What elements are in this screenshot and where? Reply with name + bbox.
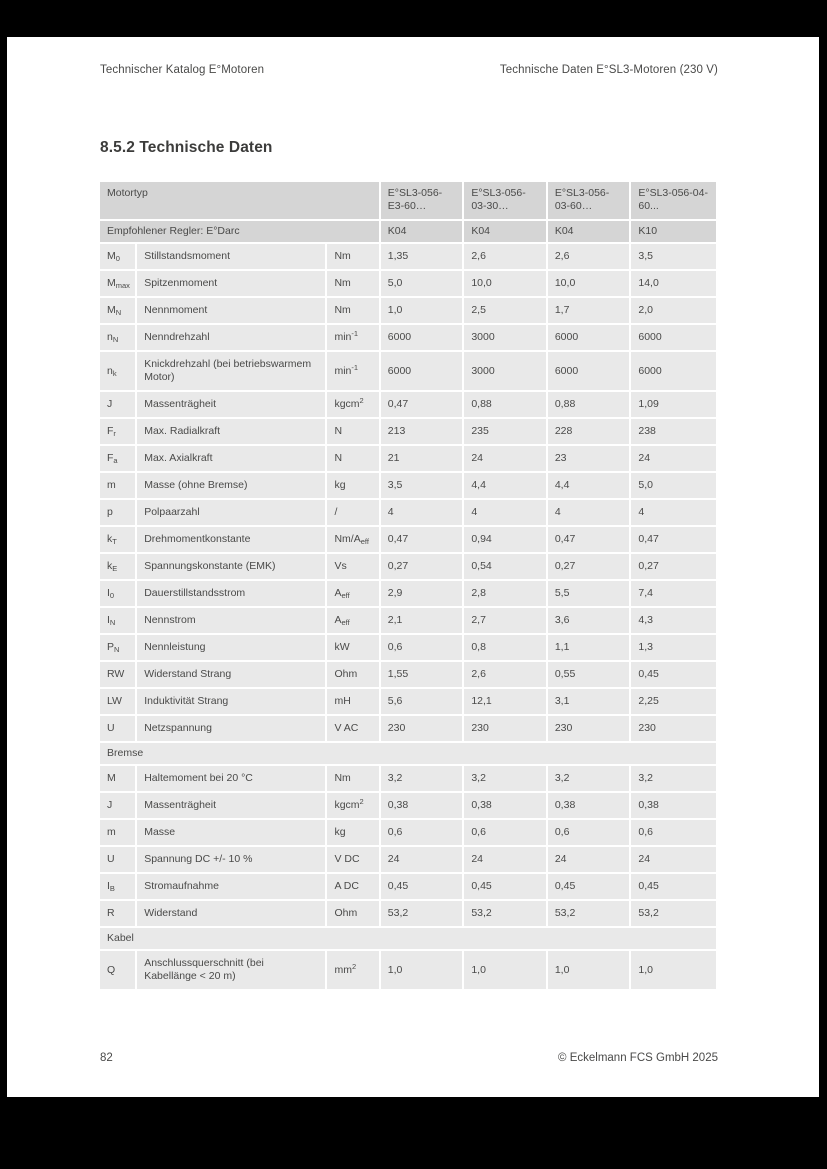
value-cell: 235 [464,419,546,444]
value-cell: 1,1 [548,635,630,660]
value-cell: 6000 [548,352,630,390]
table-row [100,874,716,899]
value-cell: 53,2 [548,901,630,926]
recommended-controller-row [100,221,716,242]
value-cell: 53,2 [464,901,546,926]
value-cell: 2,0 [631,298,716,323]
value-cell: 0,27 [631,554,716,579]
unit-cell: $A_{eff}$ [327,581,378,606]
description-cell: Widerstand Strang [137,662,325,687]
unit-cell: $mm^2$ [327,951,378,989]
document-page [7,37,819,1097]
symbol-cell: m [100,820,135,845]
value-cell: 1,0 [464,951,546,989]
unit-cell: $Nm/A_{eff}$ [327,527,378,552]
value-cell: 2,5 [464,298,546,323]
value-cell: 230 [464,716,546,741]
table-row [100,325,716,350]
description-cell: Netzspannung [137,716,325,741]
table-row [100,419,716,444]
value-cell: 6000 [631,352,716,390]
value-cell: 1,55 [381,662,463,687]
value-cell: 4,4 [548,473,630,498]
value-cell: 0,55 [548,662,630,687]
value-cell: 4 [464,500,546,525]
value-cell: 230 [631,716,716,741]
value-cell: 0,45 [548,874,630,899]
value-cell: 2,6 [464,662,546,687]
symbol-cell: $I_B$ [100,874,135,899]
value-cell: 23 [548,446,630,471]
section-row [100,743,716,764]
table-row [100,244,716,269]
description-cell: Masse (ohne Bremse) [137,473,325,498]
unit-cell: Nm [327,766,378,791]
unit-cell: Ohm [327,901,378,926]
value-cell: 3,1 [548,689,630,714]
symbol-cell: U [100,847,135,872]
value-cell: 1,7 [548,298,630,323]
value-cell: 12,1 [464,689,546,714]
value-cell: 0,8 [464,635,546,660]
table-row [100,847,716,872]
value-cell: 21 [381,446,463,471]
symbol-cell: $k_E$ [100,554,135,579]
unit-cell: Nm [327,271,378,296]
symbol-cell: $F_r$ [100,419,135,444]
table-row [100,581,716,606]
page-number: 82 [100,1052,113,1064]
table-row [100,554,716,579]
value-cell: 5,6 [381,689,463,714]
value-cell: 230 [548,716,630,741]
value-cell: 3,2 [631,766,716,791]
table-row [100,716,716,741]
table-row [100,271,716,296]
symbol-cell: $n_k$ [100,352,135,390]
table-header-row [100,182,716,219]
symbol-cell: p [100,500,135,525]
symbol-cell: Q [100,951,135,989]
section-row [100,928,716,949]
table-row [100,352,716,390]
value-cell: 6000 [548,325,630,350]
table-row [100,951,716,989]
section-label: Kabel [100,928,716,949]
value-cell: 24 [548,847,630,872]
symbol-cell: $M_{max}$ [100,271,135,296]
value-cell: 0,38 [464,793,546,818]
value-cell: 0,45 [464,874,546,899]
value-cell: 4,4 [464,473,546,498]
value-cell: 1,35 [381,244,463,269]
symbol-cell: RW [100,662,135,687]
symbol-cell: J [100,392,135,417]
value-cell: 4,3 [631,608,716,633]
description-cell: Max. Axialkraft [137,446,325,471]
value-cell: 6000 [631,325,716,350]
value-cell: 24 [631,847,716,872]
unit-cell: Nm [327,298,378,323]
description-cell: Spitzenmoment [137,271,325,296]
unit-cell: kgcm$^2$ [327,793,378,818]
value-cell: 228 [548,419,630,444]
running-header-left: Technischer Katalog E°Motoren [100,64,265,76]
value-cell: 230 [381,716,463,741]
value-cell: 3,5 [631,244,716,269]
description-cell: Spannungskonstante (EMK) [137,554,325,579]
value-cell: 0,88 [548,392,630,417]
unit-cell: V DC [327,847,378,872]
symbol-cell: U [100,716,135,741]
value-cell: 238 [631,419,716,444]
table-row [100,500,716,525]
description-cell: Anschlussquerschnitt (bei Kabellänge < 20 m) [137,951,325,989]
description-cell: Nenndrehzahl [137,325,325,350]
description-cell: Massenträgheit [137,793,325,818]
value-cell: 3,5 [381,473,463,498]
description-cell: Spannung DC +/- 10 % [137,847,325,872]
table-row [100,527,716,552]
symbol-cell: R [100,901,135,926]
description-cell: Drehmomentkonstante [137,527,325,552]
description-cell: Nennleistung [137,635,325,660]
table-row [100,446,716,471]
symbol-cell: M [100,766,135,791]
unit-cell: kg [327,820,378,845]
value-cell: 0,45 [381,874,463,899]
section-title: 8.5.2 Technische Daten [100,139,273,156]
value-cell: 3000 [464,352,546,390]
value-cell: 0,6 [381,635,463,660]
column-header-motortyp: Motortyp [100,182,379,219]
unit-cell: Nm [327,244,378,269]
section-label: Bremse [100,743,716,764]
table-row [100,298,716,323]
table-row [100,662,716,687]
column-header-model: E°SL3-056-E3-60… [381,182,463,219]
value-cell: 24 [381,847,463,872]
value-cell: 4 [631,500,716,525]
column-header-model: E°SL3-056-03-60… [548,182,630,219]
value-cell: 0,38 [631,793,716,818]
value-cell: 4 [381,500,463,525]
running-header-right: Technische Daten E°SL3-Motoren (230 V) [499,64,718,76]
value-cell: 5,0 [631,473,716,498]
value-cell: 2,7 [464,608,546,633]
recommended-controller-value: K04 [381,221,463,242]
value-cell: 5,5 [548,581,630,606]
description-cell: Max. Radialkraft [137,419,325,444]
copyright-text: © Eckelmann FCS GmbH 2025 [558,1052,718,1064]
description-cell: Induktivität Strang [137,689,325,714]
column-header-model: E°SL3-056-04-60... [631,182,716,219]
value-cell: 1,3 [631,635,716,660]
value-cell: 0,6 [464,820,546,845]
value-cell: 6000 [381,325,463,350]
unit-cell: kg [327,473,378,498]
running-header [100,64,718,76]
description-cell: Stillstandsmoment [137,244,325,269]
value-cell: 1,09 [631,392,716,417]
symbol-cell: $M_0$ [100,244,135,269]
description-cell: Knickdrehzahl (bei betriebswarmem Motor) [137,352,325,390]
unit-cell: $\min^{-1}$ [327,325,378,350]
symbol-cell: $k_T$ [100,527,135,552]
value-cell: 2,25 [631,689,716,714]
unit-cell: kW [327,635,378,660]
value-cell: 14,0 [631,271,716,296]
description-cell: Masse [137,820,325,845]
symbol-cell: $F_a$ [100,446,135,471]
value-cell: 0,45 [631,662,716,687]
value-cell: 7,4 [631,581,716,606]
value-cell: 0,94 [464,527,546,552]
table-row [100,473,716,498]
unit-cell: $\min^{-1}$ [327,352,378,390]
value-cell: 53,2 [381,901,463,926]
description-cell: Polpaarzahl [137,500,325,525]
value-cell: 0,45 [631,874,716,899]
table-row [100,635,716,660]
value-cell: 24 [631,446,716,471]
value-cell: 0,6 [381,820,463,845]
recommended-controller-value: K04 [464,221,546,242]
value-cell: 3,2 [464,766,546,791]
table-row [100,901,716,926]
tech-data-table-body [100,182,716,989]
description-cell: Stromaufnahme [137,874,325,899]
unit-cell: kgcm$^2$ [327,392,378,417]
unit-cell: N [327,446,378,471]
table-row [100,793,716,818]
value-cell: 0,47 [631,527,716,552]
value-cell: 2,1 [381,608,463,633]
value-cell: 0,47 [381,392,463,417]
unit-cell: mH [327,689,378,714]
value-cell: 10,0 [464,271,546,296]
value-cell: 0,38 [548,793,630,818]
value-cell: 0,6 [631,820,716,845]
table-row [100,608,716,633]
page-footer [100,1052,718,1064]
description-cell: Widerstand [137,901,325,926]
symbol-cell: $n_N$ [100,325,135,350]
value-cell: 53,2 [631,901,716,926]
unit-cell: Vs [327,554,378,579]
symbol-cell: $M_N$ [100,298,135,323]
unit-cell: V AC [327,716,378,741]
recommended-controller-label: Empfohlener Regler: E°Darc [100,221,379,242]
value-cell: 0,27 [381,554,463,579]
value-cell: 3,2 [381,766,463,791]
value-cell: 0,38 [381,793,463,818]
symbol-cell: $I_0$ [100,581,135,606]
value-cell: 4 [548,500,630,525]
table-row [100,820,716,845]
value-cell: 2,8 [464,581,546,606]
unit-cell: Ohm [327,662,378,687]
value-cell: 0,54 [464,554,546,579]
value-cell: 2,6 [464,244,546,269]
value-cell: 10,0 [548,271,630,296]
value-cell: 0,47 [381,527,463,552]
description-cell: Massenträgheit [137,392,325,417]
tech-data-table [98,180,718,991]
value-cell: 2,6 [548,244,630,269]
value-cell: 5,0 [381,271,463,296]
value-cell: 0,47 [548,527,630,552]
symbol-cell: LW [100,689,135,714]
value-cell: 0,27 [548,554,630,579]
value-cell: 3,6 [548,608,630,633]
unit-cell: / [327,500,378,525]
value-cell: 1,0 [631,951,716,989]
table-row [100,392,716,417]
description-cell: Nennstrom [137,608,325,633]
value-cell: 0,88 [464,392,546,417]
value-cell: 1,0 [548,951,630,989]
value-cell: 1,0 [381,951,463,989]
value-cell: 3,2 [548,766,630,791]
value-cell: 24 [464,446,546,471]
recommended-controller-value: K04 [548,221,630,242]
description-cell: Haltemoment bei 20 °C [137,766,325,791]
symbol-cell: m [100,473,135,498]
column-header-model: E°SL3-056-03-30… [464,182,546,219]
unit-cell: N [327,419,378,444]
symbol-cell: $I_N$ [100,608,135,633]
description-cell: Dauerstillstandsstrom [137,581,325,606]
table-row [100,766,716,791]
unit-cell: $A_{eff}$ [327,608,378,633]
value-cell: 0,6 [548,820,630,845]
symbol-cell: $P_N$ [100,635,135,660]
description-cell: Nennmoment [137,298,325,323]
value-cell: 24 [464,847,546,872]
value-cell: 6000 [381,352,463,390]
symbol-cell: J [100,793,135,818]
unit-cell: A DC [327,874,378,899]
recommended-controller-value: K10 [631,221,716,242]
value-cell: 3000 [464,325,546,350]
value-cell: 213 [381,419,463,444]
value-cell: 2,9 [381,581,463,606]
value-cell: 1,0 [381,298,463,323]
table-row [100,689,716,714]
